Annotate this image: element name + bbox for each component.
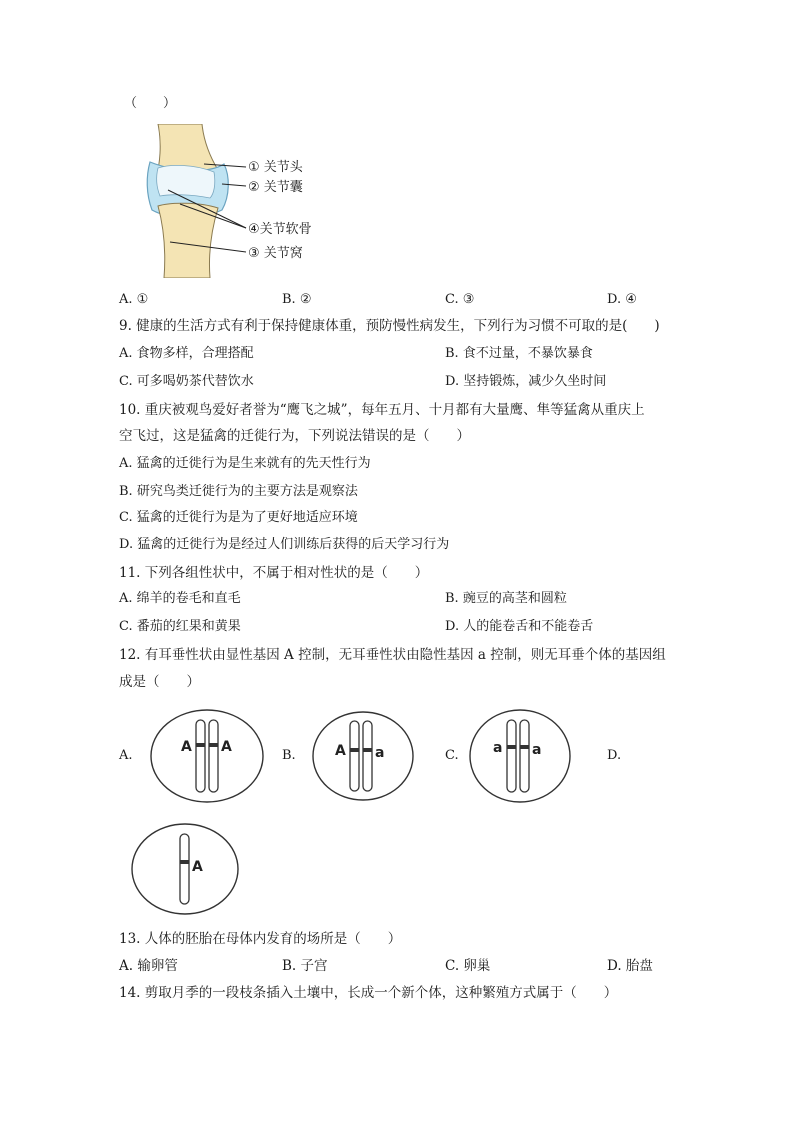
q10-stem-line1: 10. 重庆被观鸟爱好者誉为“鹰飞之城”，每年五月、十月都有大量鹰、隼等猛禽从重庆上 bbox=[119, 402, 645, 418]
q13-option-a[interactable]: A. 输卵管 bbox=[119, 958, 178, 974]
q11-option-b[interactable]: B. 豌豆的高茎和圆粒 bbox=[445, 591, 567, 606]
gene-left: A bbox=[335, 743, 346, 759]
q12-cell-c[interactable] bbox=[468, 708, 572, 804]
q13-stem: 13. 人体的胚胎在母体内发育的场所是（ ） bbox=[119, 931, 402, 947]
q10-option-b[interactable]: B. 研究鸟类迁徙行为的主要方法是观察法 bbox=[119, 484, 358, 499]
q8-option-d[interactable]: D. ④ bbox=[607, 292, 637, 307]
q12-option-d-letter[interactable]: D. bbox=[607, 748, 622, 763]
joint-head bbox=[157, 165, 215, 198]
q9-option-c[interactable]: C. 可多喝奶茶代替饮水 bbox=[119, 374, 254, 389]
gene-single: A bbox=[192, 859, 203, 875]
q10-stem-line2: 空飞过，这是猛禽的迁徙行为，下列说法错误的是（ ） bbox=[119, 428, 470, 444]
gene-left: A bbox=[181, 739, 192, 755]
q8-paren: （ ） bbox=[124, 96, 177, 111]
q12-cell-d[interactable] bbox=[130, 822, 240, 916]
gene-right: a bbox=[375, 745, 385, 761]
q12-stem-line1: 12. 有耳垂性状由显性基因 A 控制，无耳垂性状由隐性基因 a 控制，则无耳垂个体的基因组 bbox=[119, 647, 666, 663]
q14-stem: 14. 剪取月季的一段枝条插入土壤中，长成一个新个体，这种繁殖方式属于（ ） bbox=[119, 985, 618, 1001]
q13-option-c[interactable]: C. 卵巢 bbox=[445, 958, 491, 974]
joint-figure bbox=[140, 124, 340, 278]
q13-option-d[interactable]: D. 胎盘 bbox=[607, 958, 653, 974]
q11-stem: 11. 下列各组性状中，不属于相对性状的是（ ） bbox=[119, 565, 429, 581]
q9-option-a[interactable]: A. 食物多样，合理搭配 bbox=[119, 346, 254, 361]
label-joint-socket: ③ 关节窝 bbox=[248, 246, 303, 261]
label-joint-capsule: ② 关节囊 bbox=[248, 180, 303, 195]
q10-option-a[interactable]: A. 猛禽的迁徙行为是生来就有的先天性行为 bbox=[119, 456, 371, 471]
q9-option-d[interactable]: D. 坚持锻炼，减少久坐时间 bbox=[445, 374, 607, 389]
q12-option-b-letter[interactable]: B. bbox=[282, 748, 296, 763]
label-joint-head: ① 关节头 bbox=[248, 160, 303, 175]
q12-option-c-letter[interactable]: C. bbox=[445, 748, 459, 763]
q8-option-c[interactable]: C. ③ bbox=[445, 292, 475, 307]
q12-cell-a[interactable] bbox=[149, 708, 265, 804]
gene-left: a bbox=[493, 740, 503, 756]
q12-option-a-letter[interactable]: A. bbox=[119, 748, 133, 763]
q11-option-a[interactable]: A. 绵羊的卷毛和直毛 bbox=[119, 591, 241, 606]
label-joint-cartilage: ④关节软骨 bbox=[248, 222, 312, 237]
q11-option-c[interactable]: C. 番茄的红果和黄果 bbox=[119, 619, 241, 634]
q11-option-d[interactable]: D. 人的能卷舌和不能卷舌 bbox=[445, 619, 594, 634]
q8-option-b[interactable]: B. ② bbox=[282, 292, 312, 307]
gene-right: A bbox=[221, 739, 232, 755]
q9-stem: 9. 健康的生活方式有利于保持健康体重，预防慢性病发生，下列行为习惯不可取的是( ) bbox=[119, 318, 660, 334]
q10-option-c[interactable]: C. 猛禽的迁徙行为是为了更好地适应环境 bbox=[119, 510, 358, 525]
q12-stem-line2: 成是（ ） bbox=[119, 674, 200, 690]
gene-right: a bbox=[532, 742, 542, 758]
q9-option-b[interactable]: B. 食不过量，不暴饮暴食 bbox=[445, 346, 593, 361]
q12-cell-b[interactable] bbox=[311, 710, 415, 802]
q13-option-b[interactable]: B. 子宫 bbox=[282, 958, 328, 974]
q8-option-a[interactable]: A. ① bbox=[119, 292, 149, 307]
q10-option-d[interactable]: D. 猛禽的迁徙行为是经过人们训练后获得的后天学习行为 bbox=[119, 537, 450, 552]
